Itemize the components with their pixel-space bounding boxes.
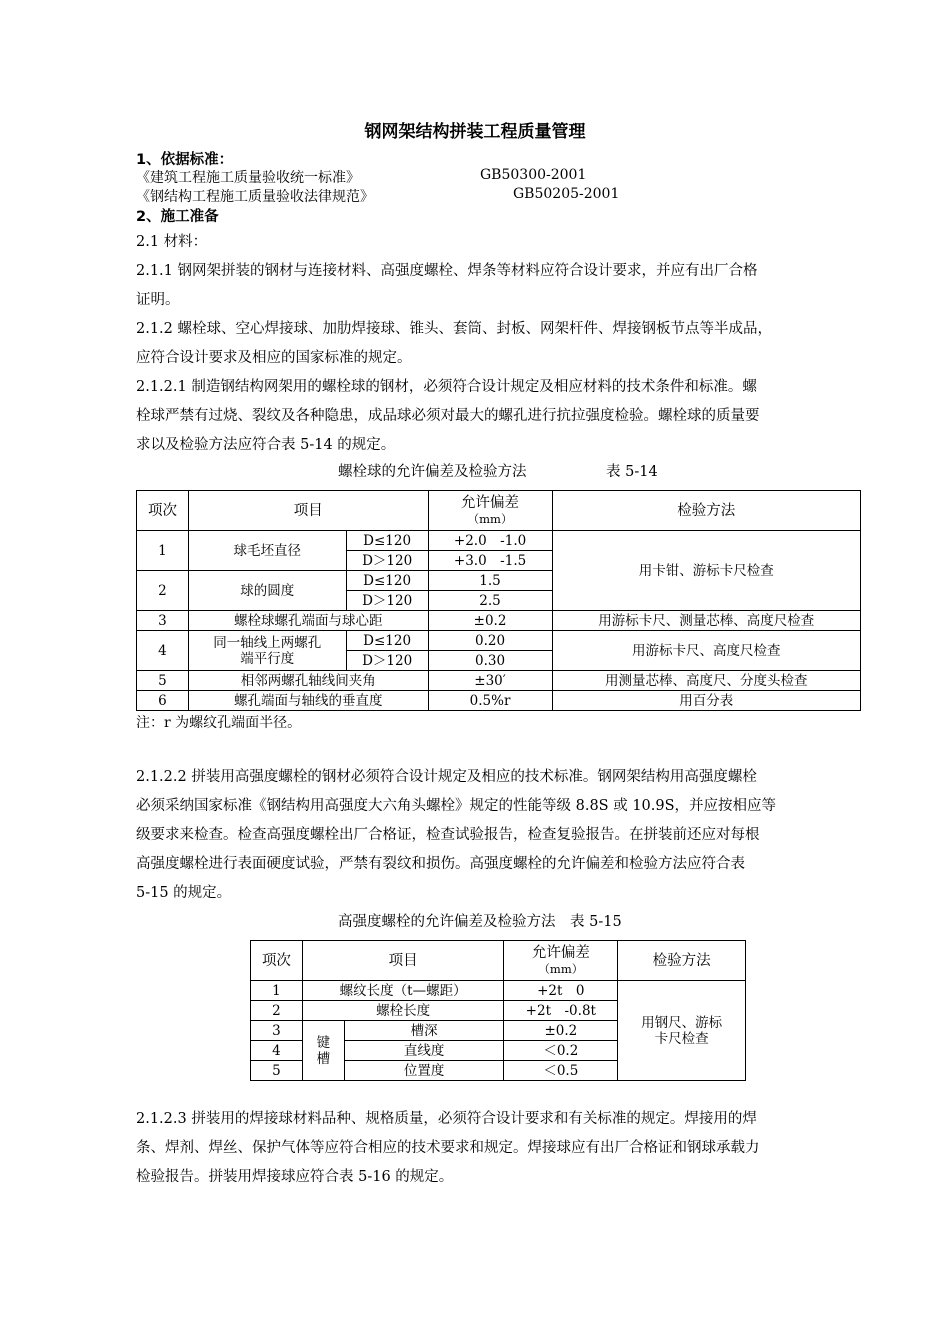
table-cell: 直线度 xyxy=(344,1041,504,1061)
standard-code: GB50205-2001 xyxy=(513,186,620,202)
table-cell: 0.5%r xyxy=(428,691,552,711)
table-cell: D≤120 xyxy=(346,631,428,651)
table-caption: 高强度螺栓的允许偏差及检验方法 表 5-15 xyxy=(338,914,622,930)
table-cell: +2t -0.8t xyxy=(504,1001,618,1021)
table-cell: 用百分表 xyxy=(552,691,861,711)
table-caption: 螺栓球的允许偏差及检验方法 xyxy=(338,464,527,480)
paragraph: 栓球严禁有过烧、裂纹及各种隐患，成品球必须对最大的螺孔进行抗拉强度检验。螺栓球的质量要 xyxy=(136,408,760,424)
standard-name: 《钢结构工程施工质量验收法律规范》 xyxy=(136,189,374,205)
table-cell: 用游标卡尺、测量芯棒、高度尺检查 xyxy=(552,611,861,631)
table-cell: 3 xyxy=(251,1021,303,1041)
table-cell: 螺栓长度 xyxy=(302,1001,504,1021)
table-cell: D＞120 xyxy=(346,651,428,671)
table-cell: 螺栓球螺孔端面与球心距 xyxy=(188,611,428,631)
paragraph: 条、焊剂、焊丝、保护气体等应符合相应的技术要求和规定。焊接球应有出厂合格证和钢球承载力 xyxy=(136,1140,760,1156)
table-cell: 用卡钳、游标卡尺检查 xyxy=(552,531,861,611)
table-cell: D≤120 xyxy=(346,571,428,591)
paragraph: 求以及检验方法应符合表 5-14 的规定。 xyxy=(136,437,396,453)
table-cell: 球毛坯直径 xyxy=(188,531,346,571)
table-cell: 2.5 xyxy=(428,591,552,611)
table-cell: 5 xyxy=(251,1061,303,1081)
header-cell: 检验方法 xyxy=(552,491,861,531)
standard-code: GB50300-2001 xyxy=(480,167,587,183)
table-cell: 4 xyxy=(251,1041,303,1061)
header-cell-label: 允许偏差 xyxy=(461,494,520,511)
table-cell: 1.5 xyxy=(428,571,552,591)
table-cell: 槽深 xyxy=(344,1021,504,1041)
paragraph: 检验报告。拼装用焊接球应符合表 5-16 的规定。 xyxy=(136,1169,454,1185)
standard-name: 《建筑工程施工质量验收统一标准》 xyxy=(136,170,360,186)
paragraph: 2.1.2.3 拼装用的焊接球材料品种、规格质量，必须符合设计要求和有关标准的规定。焊接用的焊 xyxy=(136,1111,757,1127)
table-cell-line: 键 xyxy=(316,1034,331,1051)
table-cell: 2 xyxy=(251,1001,303,1021)
table-cell xyxy=(188,631,346,671)
table-cell: 用游标卡尺、高度尺检查 xyxy=(552,631,861,671)
table-cell: ±0.2 xyxy=(428,611,552,631)
table-cell: 6 xyxy=(137,691,189,711)
table-cell: 4 xyxy=(137,631,189,671)
paragraph: 应符合设计要求及相应的国家标准的规定。 xyxy=(136,350,412,366)
table-cell-line: 卡尺检查 xyxy=(654,1030,709,1047)
header-cell: 项目 xyxy=(302,941,504,981)
table-cell: 球的圆度 xyxy=(188,571,346,611)
paragraph: 证明。 xyxy=(136,292,180,308)
table-caption-number: 表 5-14 xyxy=(606,464,658,480)
table-note: 注：r 为螺纹孔端面半径。 xyxy=(136,715,302,731)
table-cell xyxy=(302,1021,344,1081)
table-cell: +2.0 -1.0 xyxy=(428,531,552,551)
table-cell: ±0.2 xyxy=(504,1021,618,1041)
table-cell: 0.30 xyxy=(428,651,552,671)
header-cell: 检验方法 xyxy=(618,941,746,981)
table-cell-line: 用钢尺、游标 xyxy=(641,1014,723,1031)
bolt-ball-tolerance-table xyxy=(136,490,861,711)
header-cell-unit: （mm） xyxy=(538,961,584,976)
table-cell: 5 xyxy=(137,671,189,691)
table-cell: 2 xyxy=(137,571,189,611)
table-cell: 0.20 xyxy=(428,631,552,651)
table-cell-line: 端平行度 xyxy=(240,650,295,667)
table-cell: 用测量芯棒、高度尺、分度头检查 xyxy=(552,671,861,691)
table-cell: 位置度 xyxy=(344,1061,504,1081)
header-cell-label: 允许偏差 xyxy=(531,944,590,961)
table-cell: 螺纹长度（t—螺距） xyxy=(302,981,504,1001)
header-cell-unit: （mm） xyxy=(467,511,513,526)
header-cell: 项目 xyxy=(188,491,428,531)
high-strength-bolt-tolerance-table xyxy=(250,940,746,1081)
paragraph: 2.1.2 螺栓球、空心焊接球、加肋焊接球、锥头、套筒、封板、网架杆件、焊接钢板节点等半成品， xyxy=(136,321,772,337)
section-heading-basis: 1、依据标准： xyxy=(136,152,234,168)
table-cell: D≤120 xyxy=(346,531,428,551)
paragraph: 2.1.1 钢网架拼装的钢材与连接材料、高强度螺栓、焊条等材料应符合设计要求，并应有出厂合格 xyxy=(136,263,758,279)
paragraph: 5-15 的规定。 xyxy=(136,885,232,901)
table-cell: 1 xyxy=(251,981,303,1001)
table-cell: +3.0 -1.5 xyxy=(428,551,552,571)
paragraph: 2.1.2.1 制造钢结构网架用的螺栓球的钢材，必须符合设计规定及相应材料的技术条件和标准。螺 xyxy=(136,379,757,395)
section-heading-preparation: 2、施工准备 xyxy=(136,209,219,225)
table-cell: D＞120 xyxy=(346,591,428,611)
paragraph: 2.1.2.2 拼装用高强度螺栓的钢材必须符合设计规定及相应的技术标准。钢网架结构用高强度螺栓 xyxy=(136,769,757,785)
table-cell: ＜0.2 xyxy=(504,1041,618,1061)
header-cell xyxy=(428,491,552,531)
table-cell: +2t 0 xyxy=(504,981,618,1001)
header-cell: 项次 xyxy=(251,941,303,981)
paragraph: 级要求来检查。检查高强度螺栓出厂合格证，检查试验报告，检查复验报告。在拼装前还应对每根 xyxy=(136,827,760,843)
page-title: 钢网架结构拼装工程质量管理 xyxy=(364,122,586,142)
paragraph: 高强度螺栓进行表面硬度试验，严禁有裂纹和损伤。高强度螺栓的允许偏差和检验方法应符合表 xyxy=(136,856,745,872)
table-cell: ＜0.5 xyxy=(504,1061,618,1081)
table-cell: 相邻两螺孔轴线间夹角 xyxy=(188,671,428,691)
table-cell-line: 同一轴线上两螺孔 xyxy=(213,634,322,651)
header-cell: 项次 xyxy=(137,491,189,531)
table-cell: 3 xyxy=(137,611,189,631)
table-cell: D＞120 xyxy=(346,551,428,571)
table-cell: 1 xyxy=(137,531,189,571)
header-cell xyxy=(504,941,618,981)
table-cell: 螺孔端面与轴线的垂直度 xyxy=(188,691,428,711)
table-cell-line: 槽 xyxy=(316,1050,331,1067)
table-cell: ±30′ xyxy=(428,671,552,691)
paragraph: 2.1 材料： xyxy=(136,234,208,250)
paragraph: 必须采纳国家标准《钢结构用高强度大六角头螺栓》规定的性能等级 8.8S 或 10.9S，并应按相应等 xyxy=(136,798,777,814)
table-cell xyxy=(618,981,746,1081)
